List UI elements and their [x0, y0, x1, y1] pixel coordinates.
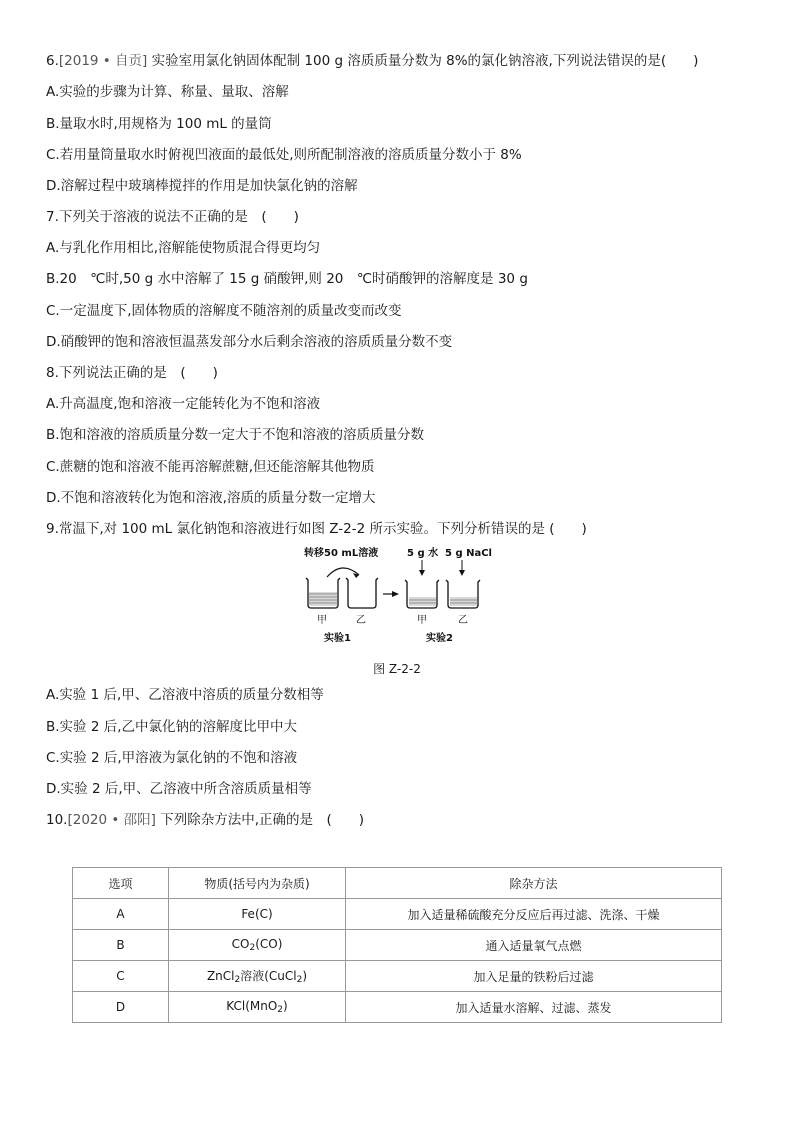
question-8-option-a: A.升高温度,饱和溶液一定能转化为不饱和溶液	[46, 396, 321, 412]
cell-method: 加入适量稀硫酸充分反应后再过滤、洗涤、干燥	[346, 899, 722, 930]
question-7-option-b: B.20 ℃时,50 g 水中溶解了 15 g 硝酸钾,则 20 ℃时硝酸钾的溶解度是 30 g	[46, 271, 528, 287]
cell-option: B	[73, 930, 169, 961]
transfer-arrow	[327, 568, 359, 577]
cell-option: A	[73, 899, 169, 930]
question-6-source: [2019 • 自贡]	[58, 53, 148, 69]
label-jia-2: 甲	[417, 615, 427, 626]
table-row	[73, 992, 722, 1023]
beaker-yi-exp2	[446, 580, 480, 608]
beaker-jia-exp1	[306, 578, 340, 608]
question-9-option-c: C.实验 2 后,甲溶液为氯化钠的不饱和溶液	[46, 750, 298, 766]
question-6-option-a: A.实验的步骤为计算、称量、量取、溶解	[46, 84, 289, 100]
header-substance: 物质(括号内为杂质)	[169, 868, 346, 899]
table-row	[73, 899, 722, 930]
question-6-option-d: D.溶解过程中玻璃棒搅拌的作用是加快氯化钠的溶解	[46, 178, 358, 194]
beaker-yi-exp1	[346, 578, 378, 608]
question-9-option-b: B.实验 2 后,乙中氯化钠的溶解度比甲中大	[46, 719, 298, 735]
label-exp2: 实验2	[426, 633, 453, 644]
label-yi-2: 乙	[458, 615, 468, 626]
cell-substance: $CO_2(CO)$	[169, 930, 346, 961]
cell-substance: Fe(C)	[169, 899, 346, 930]
nacl-label: 5 g NaCl	[445, 548, 492, 559]
impurity-removal-table	[72, 867, 722, 1023]
question-9-option-a: A.实验 1 后,甲、乙溶液中溶质的质量分数相等	[46, 687, 324, 703]
question-9-stem: 9.常温下,对 100 mL 氯化钠饱和溶液进行如图 Z-2-2 所示实验。下列分析错误的是 ( )	[46, 521, 587, 537]
cell-method: 加入足量的铁粉后过滤	[346, 961, 722, 992]
cell-method: 通入适量氧气点燃	[346, 930, 722, 961]
cell-method: 加入适量水溶解、过滤、蒸发	[346, 992, 722, 1023]
question-7-option-c: C.一定温度下,固体物质的溶解度不随溶剂的质量改变而改变	[46, 303, 402, 319]
table-header-row	[73, 868, 722, 899]
question-7-option-d: D.硝酸钾的饱和溶液恒温蒸发部分水后剩余溶液的溶质质量分数不变	[46, 334, 453, 350]
header-method: 除杂方法	[346, 868, 722, 899]
table-row	[73, 930, 722, 961]
water-arrowhead	[419, 570, 425, 576]
cell-option: C	[73, 961, 169, 992]
cell-substance: KCl(MnO$_2$)	[169, 992, 346, 1023]
label-yi-1: 乙	[356, 615, 366, 626]
question-8-option-d: D.不饱和溶液转化为饱和溶液,溶质的质量分数一定增大	[46, 490, 376, 506]
table-row	[73, 961, 722, 992]
question-9-option-d: D.实验 2 后,甲、乙溶液中所含溶质质量相等	[46, 781, 312, 797]
experiment-figure	[297, 545, 497, 650]
question-6-option-b: B.量取水时,用规格为 100 mL 的量筒	[46, 116, 272, 132]
question-8-option-c: C.蔗糖的饱和溶液不能再溶解蔗糖,但还能溶解其他物质	[46, 459, 375, 475]
question-6-stem: 6.[2019 • 自贡] 实验室用氯化钠固体配制 100 g 溶质质量分数为 8%的氯化钠溶液,下列说法错误的是( )	[46, 53, 699, 69]
question-10-source: [2020 • 邵阳]	[67, 812, 156, 828]
cell-substance: ZnCl$_2$溶液(CuCl$_2$)	[169, 961, 346, 992]
figure-caption: 图 Z-2-2	[373, 662, 421, 676]
water-label: 5 g 水	[407, 548, 439, 559]
label-jia-1: 甲	[317, 615, 327, 626]
question-6-option-c: C.若用量筒量取水时俯视凹液面的最低处,则所配制溶液的溶质质量分数小于 8%	[46, 147, 522, 163]
question-8-option-b: B.饱和溶液的溶质质量分数一定大于不饱和溶液的溶质质量分数	[46, 427, 425, 443]
cell-option: D	[73, 992, 169, 1023]
beaker-jia-exp2	[405, 580, 439, 608]
question-7-option-a: A.与乳化作用相比,溶解能使物质混合得更均匀	[46, 240, 321, 256]
question-7-stem: 7.下列关于溶液的说法不正确的是 ( )	[46, 209, 299, 225]
header-option: 选项	[73, 868, 169, 899]
question-10-stem: 10.[2020 • 邵阳] 下列除杂方法中,正确的是 ( )	[46, 812, 365, 828]
nacl-arrowhead	[459, 570, 465, 576]
transfer-label: 转移50 mL溶液	[304, 548, 379, 559]
question-8-stem: 8.下列说法正确的是 ( )	[46, 365, 218, 381]
label-exp1: 实验1	[324, 633, 351, 644]
process-arrowhead	[392, 591, 399, 597]
